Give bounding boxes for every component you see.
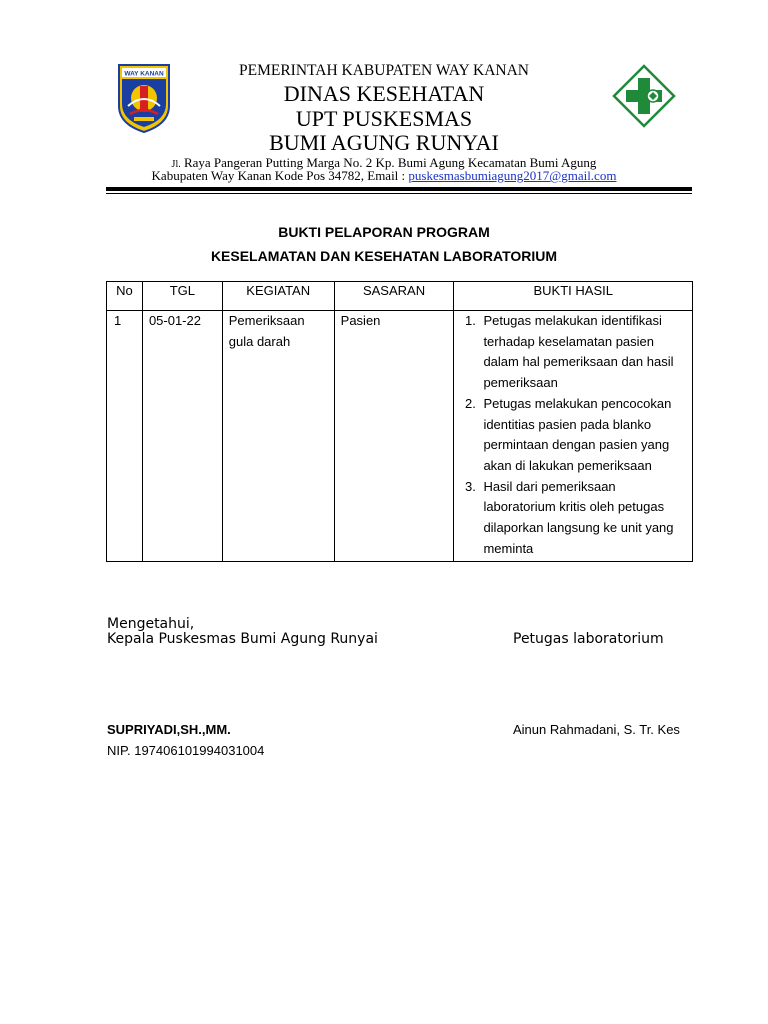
bukti-list — [460, 311, 686, 559]
doc-title-line1: BUKTI PELAPORAN PROGRAM — [278, 224, 490, 240]
mengetahui-label: Mengetahui, — [107, 616, 195, 632]
kop-puskesmas-name: BUMI AGUNG RUNYAI — [269, 130, 499, 155]
list-item: 2. Petugas melakukan pencocokan identitias pasien pada blanko permintaan dengan pasien yang akan di lakukan pemeriksaan — [479, 394, 686, 477]
petugas-laboratorium-label: Petugas laboratorium — [513, 631, 664, 647]
doc-title-line2: KESELAMATAN DAN KESEHATAN LABORATORIUM — [210, 248, 558, 264]
kepala-puskesmas-label: Kepala Puskesmas Bumi Agung Runyai — [107, 631, 378, 647]
address-line2-text: Kabupaten Way Kanan Kode Pos 34782, Email : — [151, 168, 409, 183]
header-sasaran: SASARAN — [334, 282, 454, 311]
address-line1-text: Raya Pangeran Putting Marga No. 2 Kp. Bumi Agung Kecamatan Bumi Agung — [180, 155, 597, 170]
table-header-row — [107, 282, 693, 311]
cell-sasaran: Pasien — [334, 311, 454, 562]
header-rule-thin — [106, 193, 692, 194]
list-item: 3. Hasil dari pemeriksaan laboratorium kritis oleh petugas dilaporkan langsung ke unit yang meminta — [479, 477, 686, 560]
report-table — [106, 281, 693, 562]
header-kegiatan: KEGIATAN — [222, 282, 334, 311]
table-row — [107, 311, 693, 562]
kop-upt: UPT PUSKESMAS — [295, 106, 473, 131]
header-no: No — [107, 282, 143, 311]
logo-left-text: WAY KANAN — [124, 70, 164, 78]
cell-bukti-hasil — [454, 311, 693, 562]
kop-pemerintah: PEMERINTAH KABUPATEN WAY KANAN — [239, 62, 529, 79]
list-item: 1. Petugas melakukan identifikasi terhadap keselamatan pasien dalam hal pemeriksaan dan hasil pemeriksaan — [479, 311, 686, 394]
signer-nip: NIP. 197406101994031004 — [107, 743, 265, 758]
kop-dinas: DINAS KESEHATAN — [283, 81, 485, 106]
address-prefix: Jl. — [171, 159, 181, 170]
header-bukti-hasil: BUKTI HASIL — [454, 282, 693, 311]
email-link[interactable]: puskesmasbumiagung2017@gmail.com — [408, 168, 617, 183]
cell-no: 1 — [107, 311, 143, 562]
signer-name-left: SUPRIYADI,SH.,MM. — [107, 722, 231, 737]
header-tgl: TGL — [142, 282, 222, 311]
kop-address-line2 — [0, 168, 768, 184]
cell-kegiatan: Pemeriksaan gula darah — [222, 311, 334, 562]
signer-name-right: Ainun Rahmadani, S. Tr. Kes — [513, 722, 680, 737]
cell-tgl: 05-01-22 — [142, 311, 222, 562]
header-rule-thick — [106, 187, 692, 191]
